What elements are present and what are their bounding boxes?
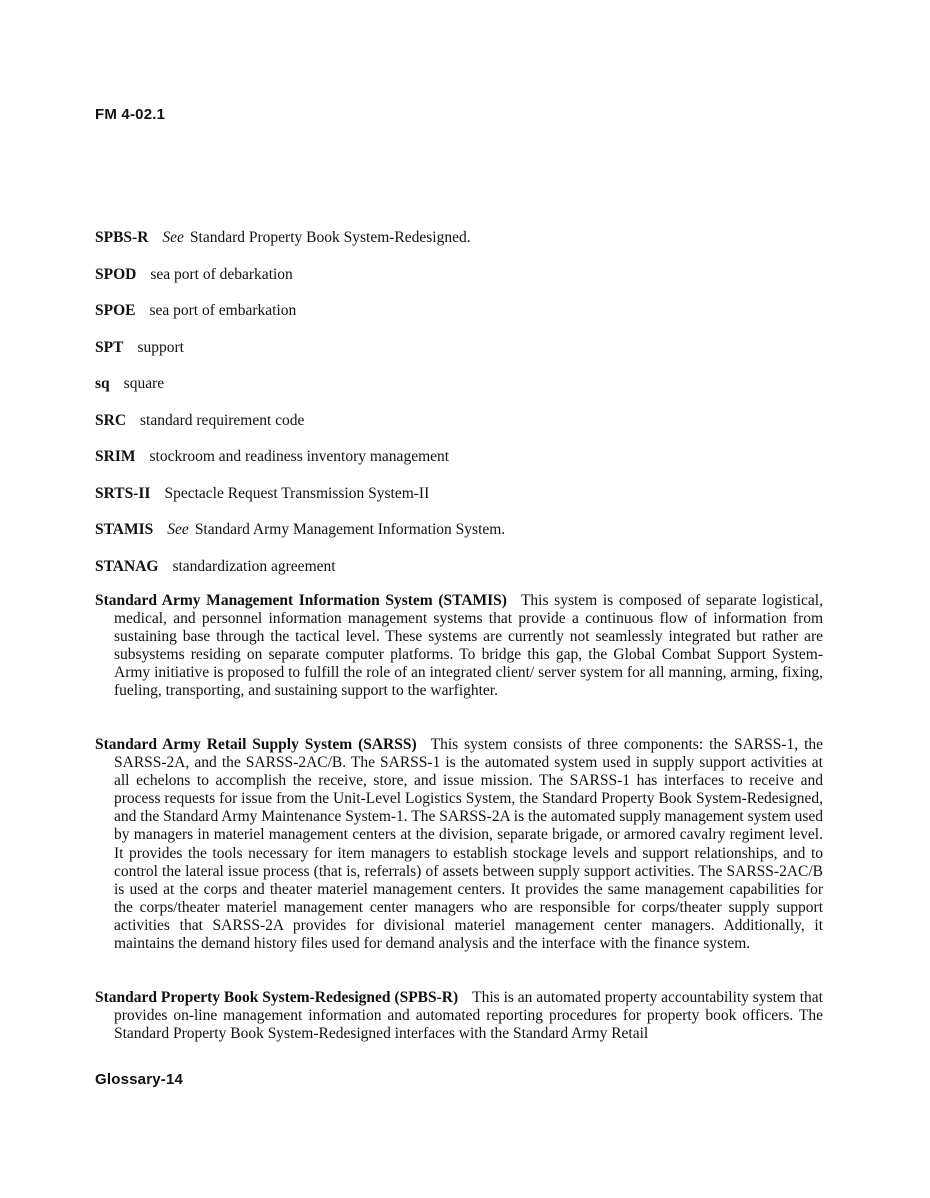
glossary-entry [95,484,823,521]
entry-definition: standardization agreement [172,557,336,575]
entry-term: SRC [95,411,127,429]
entry-definition: sea port of embarkation [149,302,297,319]
entry-definition: standard requirement code [140,411,305,429]
glossary-entry [95,301,823,338]
entry-term: Standard Property Book System-Redesigned (SPBS-R) [95,989,459,1006]
entry-definition: support [137,338,184,356]
glossary-entry [95,989,823,1043]
entry-term: Standard Army Retail Supply System (SARSS) [95,736,417,753]
entry-term: STAMIS [95,521,154,538]
entry-term: SRIM [95,448,136,465]
entry-definition: Standard Army Management Information System. [194,521,506,538]
entry-definition: Standard Property Book System-Redesigned. [189,229,471,246]
entry-definition: This system is composed of separate logistical, medical, and personnel information management systems that provide a continuous flow of information from sustaining base through the tactical level. These systems are currently not seamlessly integrated but rather are subsystems residing on separate computer platforms. To bridge this gap, the Global Combat Support System-Army initiative is proposed to fulfill the role of an integrated client/ server system for all manning, arming, fixing, fueling, transporting, and sustaining support to the warfighter. [114,592,823,700]
glossary-entry [95,592,823,736]
glossary-long-entries [95,592,823,1043]
entry-definition: stockroom and readiness inventory management [149,448,450,465]
see-reference: See [167,521,189,538]
entry-term: SRTS-II [95,484,151,502]
glossary-entry [95,520,823,557]
entry-definition: This is an automated property accountability system that provides on-line management information and automated reporting procedures for property book officers. The Standard Property Book System-Redesigned interfaces with the Standard Army Retail [114,989,823,1043]
entry-definition: square [123,375,165,392]
glossary-entry [95,265,823,302]
entry-term: Standard Army Management Information System (STAMIS) [95,592,507,609]
glossary-entry [95,374,823,411]
entry-term: SPOD [95,265,137,283]
see-reference: See [162,229,184,246]
glossary-entry [95,411,823,448]
glossary-entry [95,557,823,594]
entry-definition: This system consists of three components: the SARSS-1, the SARSS-2A, and the SARSS-2AC/B. The SARSS-1 is the automated system used in supply support activities at all echelons to accomplish the receive, store, and issue mission. The SARSS-1 has interfaces to receive and process requests for issue from the Unit-Level Logistics System, the Standard Property Book System-Redesigned, and the Standard Army Maintenance System-1. The SARSS-2A is the automated supply management system used by managers in materiel management centers at the division, separate brigade, or armored cavalry regiment level. It provides the tools necessary for item managers to establish stockage levels and support relationships, and to control the lateral issue process (that is, referrals) of assets between supply support activities. The SARSS-2AC/B is used at the corps and theater materiel management centers. It provides the same management capabilities for the corps/theater materiel management center managers who are responsible for corps/theater supply support activities that SARSS-2A provides for divisional materiel management center managers. Additionally, it maintains the demand history files used for demand analysis and the interface with the finance system. [114,736,823,953]
glossary-entry [95,736,823,989]
entry-term: sq [95,375,110,392]
glossary-short-entries [95,228,823,593]
glossary-entry [95,338,823,375]
page-number: Glossary-14 [95,1071,184,1088]
entry-definition: sea port of debarkation [150,265,293,283]
entry-term: SPOE [95,302,136,319]
entry-definition: Spectacle Request Transmission System-II [164,484,430,502]
entry-term: SPBS-R [95,229,149,246]
document-id: FM 4-02.1 [95,106,166,123]
glossary-entry [95,447,823,484]
entry-term: SPT [95,338,124,356]
entry-term: STANAG [95,557,159,575]
glossary-entry [95,228,823,265]
